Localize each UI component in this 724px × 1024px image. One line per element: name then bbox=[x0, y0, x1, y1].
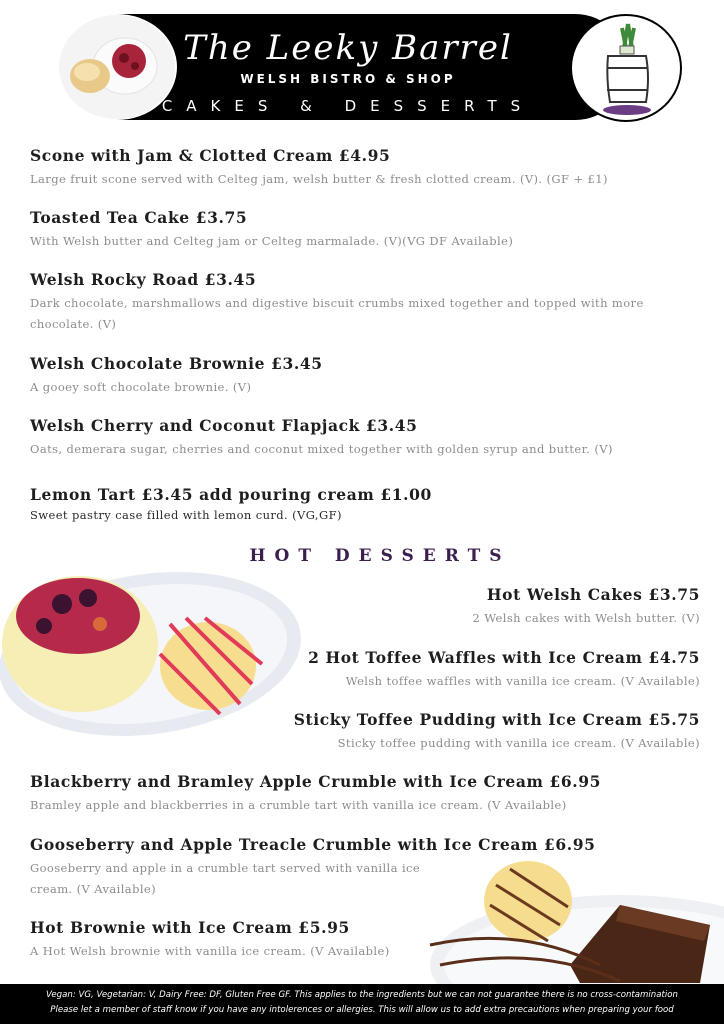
item-name: Toasted Tea Cake £3.75 bbox=[30, 208, 248, 227]
item-description: Bramley apple and blackberries in a crumble tart with vanilla ice cream. (V Available) bbox=[30, 798, 567, 812]
menu-item bbox=[30, 354, 700, 398]
item-name: Hot Brownie with Ice Cream £5.95 bbox=[30, 918, 350, 937]
menu-item bbox=[30, 208, 700, 252]
item-name: Gooseberry and Apple Treacle Crumble with Ice Cream £6.95 bbox=[30, 835, 596, 854]
menu-item bbox=[260, 648, 700, 692]
item-name: Welsh Chocolate Brownie £3.45 bbox=[30, 354, 323, 373]
menu-item bbox=[30, 270, 700, 335]
menu-item bbox=[30, 416, 700, 460]
item-description: With Welsh butter and Celteg jam or Celteg marmalade. (V)(VG DF Available) bbox=[30, 234, 514, 248]
item-name: Hot Welsh Cakes £3.75 bbox=[486, 585, 700, 604]
barrel-logo bbox=[570, 14, 682, 122]
item-name: Lemon Tart £3.45 add pouring cream £1.00 bbox=[30, 485, 432, 504]
item-description: Welsh toffee waffles with vanilla ice cream. (V Available) bbox=[345, 674, 700, 688]
item-name: Welsh Cherry and Coconut Flapjack £3.45 bbox=[30, 416, 418, 435]
brand-subtitle: WELSH BISTRO & SHOP bbox=[240, 72, 456, 86]
item-description: Large fruit scone served with Celteg jam, welsh butter & fresh clotted cream. (V). (GF + £1) bbox=[30, 172, 608, 186]
item-description: Gooseberry and apple in a crumble tart served with vanilla ice cream. (V Available) bbox=[30, 861, 421, 896]
section-title: CAKES & DESSERTS bbox=[161, 97, 535, 115]
item-name: Sticky Toffee Pudding with Ice Cream £5.75 bbox=[293, 710, 700, 729]
menu-item bbox=[30, 146, 700, 190]
item-description: Sticky toffee pudding with vanilla ice cream. (V Available) bbox=[337, 736, 700, 750]
footer-line: Please let a member of staff know if you have any intolerences or allergies. This will allow us to add extra precautions when preparing your food bbox=[50, 1005, 674, 1015]
hot-desserts-title: HOT DESSERTS bbox=[249, 546, 511, 566]
menu-item bbox=[30, 485, 700, 526]
allergen-footer bbox=[0, 984, 724, 1024]
item-description: Sweet pastry case filled with lemon curd. (VG,GF) bbox=[30, 508, 342, 522]
item-description: Dark chocolate, marshmallows and digestive biscuit crumbs mixed together and topped with more chocolate. (V) bbox=[30, 296, 644, 331]
item-description: Oats, demerara sugar, cherries and coconut mixed together with golden syrup and butter. (V) bbox=[30, 442, 613, 456]
brownie-photo bbox=[420, 855, 724, 989]
scone-photo bbox=[57, 14, 177, 120]
brand-title: The Leeky Barrel bbox=[183, 28, 513, 68]
item-description: A gooey soft chocolate brownie. (V) bbox=[30, 380, 252, 394]
item-name: 2 Hot Toffee Waffles with Ice Cream £4.75 bbox=[308, 648, 700, 667]
item-name: Welsh Rocky Road £3.45 bbox=[30, 270, 257, 289]
item-name: Scone with Jam & Clotted Cream £4.95 bbox=[30, 146, 391, 165]
item-description: 2 Welsh cakes with Welsh butter. (V) bbox=[472, 611, 700, 625]
footer-line: Vegan: VG, Vegetarian: V, Dairy Free: DF, Gluten Free GF. This applies to the ingredients but we can not guarantee there is no cross-contamination bbox=[46, 990, 678, 1000]
menu-item bbox=[260, 585, 700, 629]
menu-item bbox=[260, 710, 700, 754]
menu-item bbox=[30, 772, 700, 816]
item-name: Blackberry and Bramley Apple Crumble with Ice Cream £6.95 bbox=[30, 772, 602, 791]
item-description: A Hot Welsh brownie with vanilla ice cream. (V Available) bbox=[30, 944, 390, 958]
